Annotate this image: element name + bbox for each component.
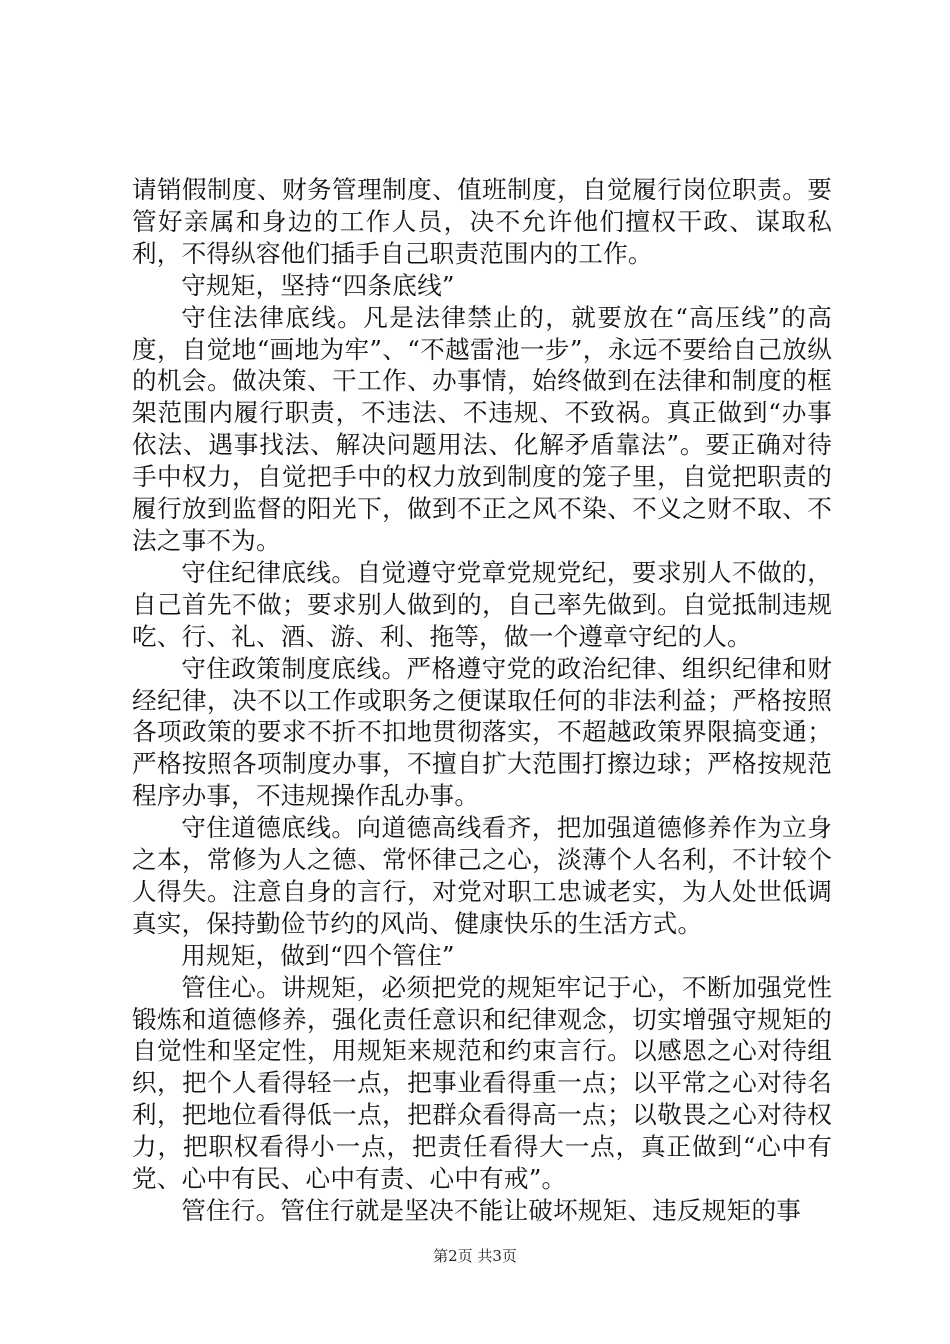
page-footer: 第2页 共3页 [433,1247,517,1265]
section-heading-four-bottom-lines: 守规矩，坚持“四条底线” [181,270,455,300]
section-heading-four-controls: 用规矩，做到“四个管住” [181,940,455,970]
paragraph-control-heart: 管住心。讲规矩，必须把党的规矩牢记于心，不断加强党性锻炼和道德修养，强化责任意识和纪律观念，切实增强守规矩的自觉性和坚定性，用规矩来规范和约束言行。以感恩之心对待组织，把个人看得轻一点，把事业看得重一点；以平常之心对待名利，把地位看得低一点，把群众看得高一点；以敬畏之心对待权力，把职权看得小一点，把责任看得大一点，真正做到“心中有党、心中有民、心中有责、心中有戒”。 [132,972,832,1194]
paragraph-discipline-bottom-line: 守住纪律底线。自觉遵守党章党规党纪，要求别人不做的，自己首先不做；要求别人做到的，自己率先做到。自觉抵制违规吃、行、礼、酒、游、利、拖等，做一个遵章守纪的人。 [132,557,832,651]
paragraph-moral-bottom-line: 守住道德底线。向道德高线看齐，把加强道德修养作为立身之本，常修为人之德、常怀律己之心，淡薄个人名利，不计较个人得失。注意自身的言行，对党对职工忠诚老实，为人处世低调真实，保持勤俭节约的风尚、健康快乐的生活方式。 [132,813,832,938]
paragraph-continuation: 请销假制度、财务管理制度、值班制度，自觉履行岗位职责。要管好亲属和身边的工作人员，决不允许他们擅权干政、谋取私利，不得纵容他们插手自己职责范围内的工作。 [132,175,832,268]
paragraph-legal-bottom-line: 守住法律底线。凡是法律禁止的，就要放在“高压线”的高度，自觉地“画地为牢”、“不越雷池一步”，永远不要给自己放纵的机会。做决策、干工作、办事情，始终做到在法律和制度的框架范围内履行职责，不违法、不违规、不致祸。真正做到“办事依法、遇事找法、解决问题用法、化解矛盾靠法”。要正确对待手中权力，自觉把手中的权力放到制度的笼子里，自觉把职责的履行放到监督的阳光下，做到不正之风不染、不义之财不取、不法之事不为。 [132,302,832,555]
paragraph-control-action: 管住行。管住行就是坚决不能让破坏规矩、违反规矩的事 [181,1196,802,1225]
paragraph-policy-bottom-line: 守住政策制度底线。严格遵守党的政治纪律、组织纪律和财经纪律，决不以工作或职务之便谋取任何的非法利益；严格按照各项政策的要求不折不扣地贯彻落实，不超越政策界限搞变通；严格按照各项制度办事，不擅自扩大范围打擦边球；严格按规范程序办事，不违规操作乱办事。 [132,653,832,811]
document-body [132,174,832,1227]
